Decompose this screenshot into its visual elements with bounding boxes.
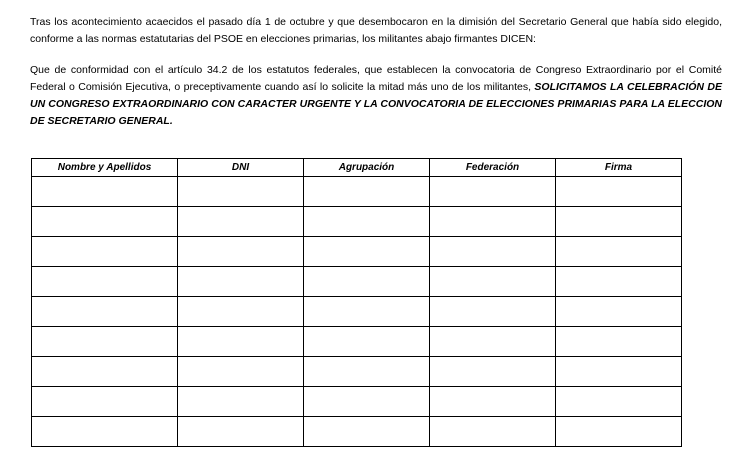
paragraph-intro-text: Tras los acontecimiento acaecidos el pasado día 1 de octubre y que desembocaron en la dimisión del Secretario General que había sido elegido, conforme a las normas estatutarias del PSOE en elecciones primarias, los militantes abajo firmantes DICEN:	[30, 16, 722, 45]
table-cell-dni[interactable]	[178, 237, 304, 267]
table-cell-nombre[interactable]	[32, 237, 178, 267]
table-cell-federacion[interactable]	[430, 177, 556, 207]
table-cell-nombre[interactable]	[32, 327, 178, 357]
table-cell-dni[interactable]	[178, 357, 304, 387]
table-cell-agrupacion[interactable]	[304, 177, 430, 207]
table-row	[32, 387, 682, 417]
table-cell-nombre[interactable]	[32, 357, 178, 387]
table-cell-firma[interactable]	[556, 237, 682, 267]
table-cell-dni[interactable]	[178, 297, 304, 327]
table-cell-federacion[interactable]	[430, 267, 556, 297]
table-cell-agrupacion[interactable]	[304, 327, 430, 357]
paragraph-request	[30, 62, 722, 130]
table-header-agrupacion: Agrupación	[304, 159, 430, 177]
table-cell-nombre[interactable]	[32, 387, 178, 417]
table-cell-firma[interactable]	[556, 267, 682, 297]
table-cell-firma[interactable]	[556, 417, 682, 447]
table-header-row	[32, 159, 682, 177]
table-cell-federacion[interactable]	[430, 417, 556, 447]
table-row	[32, 237, 682, 267]
table-cell-nombre[interactable]	[32, 417, 178, 447]
table-cell-nombre[interactable]	[32, 177, 178, 207]
table-cell-firma[interactable]	[556, 297, 682, 327]
table-cell-dni[interactable]	[178, 387, 304, 417]
table-cell-dni[interactable]	[178, 327, 304, 357]
table-cell-agrupacion[interactable]	[304, 417, 430, 447]
table-cell-agrupacion[interactable]	[304, 267, 430, 297]
table-cell-nombre[interactable]	[32, 207, 178, 237]
table-cell-federacion[interactable]	[430, 237, 556, 267]
table-cell-dni[interactable]	[178, 207, 304, 237]
table-header-nombre: Nombre y Apellidos	[32, 159, 178, 177]
table-cell-dni[interactable]	[178, 177, 304, 207]
table-row	[32, 267, 682, 297]
signature-table-body	[32, 177, 682, 447]
table-cell-nombre[interactable]	[32, 267, 178, 297]
table-row	[32, 327, 682, 357]
table-cell-agrupacion[interactable]	[304, 297, 430, 327]
table-row	[32, 207, 682, 237]
table-header-federacion: Federación	[430, 159, 556, 177]
table-cell-federacion[interactable]	[430, 207, 556, 237]
table-cell-federacion[interactable]	[430, 327, 556, 357]
table-cell-agrupacion[interactable]	[304, 357, 430, 387]
paragraph-request-emphasis: SOLICITAMOS LA CELEBRACIÓN DE UN CONGRESO EXTRAORDINARIO CON CARACTER URGENTE Y LA CONVOCATORIA DE ELECCIONES PRIMARIAS PARA LA ELECCION DE SECRETARIO GENERAL.	[30, 81, 722, 127]
signature-table-head	[32, 159, 682, 177]
table-cell-federacion[interactable]	[430, 387, 556, 417]
table-cell-nombre[interactable]	[32, 297, 178, 327]
table-cell-firma[interactable]	[556, 177, 682, 207]
table-row	[32, 177, 682, 207]
paragraph-request-text: Que de conformidad con el artículo 34.2 de los estatutos federales, que establecen la convocatoria de Congreso Extraordinario por el Comité Federal o Comisión Ejecutiva, o preceptivamente cuando así lo solicite la mitad más uno de los militantes,	[30, 64, 722, 93]
table-cell-dni[interactable]	[178, 417, 304, 447]
table-header-dni: DNI	[178, 159, 304, 177]
table-cell-agrupacion[interactable]	[304, 237, 430, 267]
table-cell-federacion[interactable]	[430, 357, 556, 387]
signature-table	[31, 158, 682, 447]
table-cell-agrupacion[interactable]	[304, 387, 430, 417]
table-row	[32, 417, 682, 447]
table-cell-agrupacion[interactable]	[304, 207, 430, 237]
paragraph-intro	[30, 14, 722, 48]
table-cell-federacion[interactable]	[430, 297, 556, 327]
table-cell-firma[interactable]	[556, 207, 682, 237]
table-cell-dni[interactable]	[178, 267, 304, 297]
table-row	[32, 297, 682, 327]
table-cell-firma[interactable]	[556, 387, 682, 417]
table-row	[32, 357, 682, 387]
table-cell-firma[interactable]	[556, 357, 682, 387]
table-cell-firma[interactable]	[556, 327, 682, 357]
table-header-firma: Firma	[556, 159, 682, 177]
